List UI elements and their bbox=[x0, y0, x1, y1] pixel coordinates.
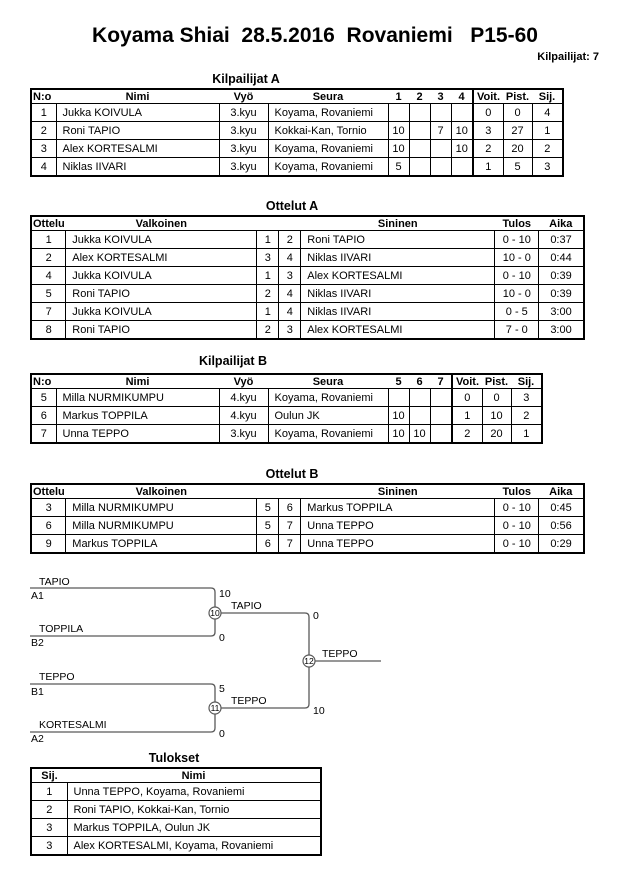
seed-label: B2 bbox=[31, 637, 44, 649]
table-cell: Niklas IIVARI bbox=[301, 285, 495, 303]
table-cell: Alex KORTESALMI bbox=[301, 321, 495, 340]
column-header: Sininen bbox=[301, 216, 495, 231]
competitors-count: Kilpailijat: 7 bbox=[537, 51, 599, 63]
table-cell: Koyama, Rovaniemi bbox=[268, 389, 388, 407]
table-cell: Alex KORTESALMI bbox=[66, 249, 257, 267]
table-cell bbox=[451, 158, 473, 177]
table-cell: 4 bbox=[31, 267, 66, 285]
column-header: Vyö bbox=[219, 89, 268, 104]
table-cell: 10 bbox=[388, 407, 409, 425]
table-cell: 7 - 0 bbox=[495, 321, 539, 340]
table-cell bbox=[451, 104, 473, 122]
table-cell: 0:29 bbox=[539, 535, 584, 554]
column-header: Pist. bbox=[503, 89, 532, 104]
data-table bbox=[30, 215, 585, 340]
table-cell: 4 bbox=[31, 158, 56, 177]
table-row bbox=[31, 837, 321, 856]
data-table bbox=[30, 373, 543, 444]
table-cell: Roni TAPIO bbox=[66, 321, 257, 340]
table-row bbox=[31, 303, 584, 321]
section-heading-kilpailijat-a: Kilpailijat A bbox=[212, 72, 280, 86]
table-row bbox=[31, 425, 542, 444]
table-cell: 3 bbox=[532, 158, 563, 177]
data-table bbox=[30, 483, 585, 554]
table-cell: 2 bbox=[473, 140, 503, 158]
table-cell bbox=[430, 389, 452, 407]
table-cell bbox=[388, 389, 409, 407]
column-header bbox=[279, 216, 301, 231]
table-cell bbox=[430, 158, 451, 177]
table-cell: 1 bbox=[31, 231, 66, 249]
table-cell bbox=[409, 122, 430, 140]
match-number: 11 bbox=[210, 703, 220, 713]
table-cell: Unna TEPPO bbox=[56, 425, 219, 444]
table-cell: Alex KORTESALMI bbox=[56, 140, 219, 158]
table-cell: Niklas IIVARI bbox=[301, 303, 495, 321]
table-cell: 3 bbox=[257, 249, 279, 267]
table-cell: 0:44 bbox=[539, 249, 584, 267]
column-header: 6 bbox=[409, 374, 430, 389]
ottelut-a-table bbox=[30, 215, 585, 340]
column-header: Seura bbox=[268, 374, 388, 389]
table-cell: 2 bbox=[31, 122, 56, 140]
table-cell: 3 bbox=[473, 122, 503, 140]
kilpailijat-a-table bbox=[30, 88, 564, 177]
entrant-name: KORTESALMI bbox=[39, 719, 107, 731]
table-cell: Roni TAPIO bbox=[66, 285, 257, 303]
winner-name: TEPPO bbox=[231, 695, 267, 707]
table-cell: 20 bbox=[482, 425, 511, 444]
table-row bbox=[31, 535, 584, 554]
table-cell: 27 bbox=[503, 122, 532, 140]
table-cell: 3.kyu bbox=[219, 158, 268, 177]
column-header: Voit. bbox=[452, 374, 482, 389]
column-header: Nimi bbox=[56, 374, 219, 389]
column-header: 2 bbox=[409, 89, 430, 104]
table-cell: 2 bbox=[257, 285, 279, 303]
table-cell: Markus TOPPILA bbox=[56, 407, 219, 425]
column-header: N:o bbox=[31, 374, 56, 389]
table-cell: 1 bbox=[473, 158, 503, 177]
table-cell: 0:56 bbox=[539, 517, 584, 535]
table-cell: 0 - 10 bbox=[495, 267, 539, 285]
table-cell: 2 bbox=[257, 321, 279, 340]
table-cell: 5 bbox=[257, 499, 279, 517]
bracket-line-sf1-top bbox=[30, 588, 215, 607]
column-header: Nimi bbox=[56, 89, 219, 104]
tulokset-table bbox=[30, 767, 322, 856]
table-cell: 1 bbox=[31, 104, 56, 122]
table-cell: 1 bbox=[257, 267, 279, 285]
bracket-line-sf1-winner bbox=[221, 613, 309, 655]
table-cell bbox=[388, 104, 409, 122]
table-cell: 2 bbox=[279, 231, 301, 249]
column-header: Sij. bbox=[31, 768, 67, 783]
table-cell: Kokkai-Kan, Tornio bbox=[268, 122, 388, 140]
column-header: Aika bbox=[539, 484, 584, 499]
table-row bbox=[31, 285, 584, 303]
kilpailijat-b-table bbox=[30, 373, 543, 444]
table-cell: 7 bbox=[31, 425, 56, 444]
table-cell: 1 bbox=[511, 425, 542, 444]
table-cell: Milla NURMIKUMPU bbox=[56, 389, 219, 407]
table-cell: 10 bbox=[409, 425, 430, 444]
table-cell: Niklas IIVARI bbox=[56, 158, 219, 177]
table-row bbox=[31, 407, 542, 425]
column-header bbox=[257, 216, 279, 231]
table-cell: 3 bbox=[279, 267, 301, 285]
table-cell: 0 - 10 bbox=[495, 535, 539, 554]
match-number: 10 bbox=[210, 608, 220, 618]
table-cell: 3.kyu bbox=[219, 104, 268, 122]
table-cell: 10 bbox=[388, 122, 409, 140]
table-cell: 1 bbox=[532, 122, 563, 140]
table-row bbox=[31, 819, 321, 837]
column-header: 7 bbox=[430, 374, 452, 389]
column-header: Nimi bbox=[67, 768, 321, 783]
table-cell: 4 bbox=[532, 104, 563, 122]
winner-name: TEPPO bbox=[322, 648, 358, 660]
table-cell: 10 bbox=[388, 140, 409, 158]
table-cell: Roni TAPIO, Kokkai-Kan, Tornio bbox=[67, 801, 321, 819]
column-header bbox=[279, 484, 301, 499]
table-cell: 0 - 10 bbox=[495, 517, 539, 535]
score-label: 0 bbox=[219, 632, 225, 644]
table-cell: 4 bbox=[279, 249, 301, 267]
table-cell: 0:45 bbox=[539, 499, 584, 517]
table-cell: Roni TAPIO bbox=[56, 122, 219, 140]
table-cell: 7 bbox=[279, 517, 301, 535]
table-row bbox=[31, 389, 542, 407]
column-header: Pist. bbox=[482, 374, 511, 389]
column-header: N:o bbox=[31, 89, 56, 104]
score-label: 0 bbox=[313, 610, 319, 622]
column-header: Valkoinen bbox=[66, 484, 257, 499]
table-cell: 1 bbox=[452, 407, 482, 425]
table-row bbox=[31, 267, 584, 285]
column-header: Valkoinen bbox=[66, 216, 257, 231]
column-header: Seura bbox=[268, 89, 388, 104]
column-header: 4 bbox=[451, 89, 473, 104]
column-header: Sij. bbox=[511, 374, 542, 389]
data-table bbox=[30, 767, 322, 856]
table-cell: Milla NURMIKUMPU bbox=[66, 499, 257, 517]
table-cell: 7 bbox=[279, 535, 301, 554]
column-header: Sij. bbox=[532, 89, 563, 104]
score-label: 0 bbox=[219, 728, 225, 740]
table-cell: Koyama, Rovaniemi bbox=[268, 158, 388, 177]
table-cell: Oulun JK bbox=[268, 407, 388, 425]
table-cell: 0:39 bbox=[539, 285, 584, 303]
header-row bbox=[31, 374, 542, 389]
table-cell bbox=[409, 407, 430, 425]
table-cell: 3 bbox=[31, 819, 67, 837]
table-cell: 6 bbox=[257, 535, 279, 554]
table-cell: 0:39 bbox=[539, 267, 584, 285]
column-header: Sininen bbox=[301, 484, 495, 499]
winner-name: TAPIO bbox=[231, 600, 262, 612]
table-cell: Milla NURMIKUMPU bbox=[66, 517, 257, 535]
score-label: 5 bbox=[219, 683, 225, 695]
section-heading-tulokset: Tulokset bbox=[148, 751, 200, 765]
table-row bbox=[31, 801, 321, 819]
table-row bbox=[31, 321, 584, 340]
table-cell: 3.kyu bbox=[219, 140, 268, 158]
table-cell: 2 bbox=[452, 425, 482, 444]
table-cell: Jukka KOIVULA bbox=[66, 267, 257, 285]
column-header: Ottelu bbox=[33, 217, 65, 230]
table-cell: 10 bbox=[451, 140, 473, 158]
entrant-name: TOPPILA bbox=[39, 623, 84, 635]
column-header bbox=[257, 484, 279, 499]
table-cell: 6 bbox=[279, 499, 301, 517]
table-cell: 0 bbox=[482, 389, 511, 407]
page-title: Koyama Shiai 28.5.2016 Rovaniemi P15-60 bbox=[92, 24, 538, 47]
table-cell: 7 bbox=[31, 303, 66, 321]
table-cell: 20 bbox=[503, 140, 532, 158]
entrant-name: TAPIO bbox=[39, 576, 70, 588]
table-cell: 10 - 0 bbox=[495, 249, 539, 267]
table-cell bbox=[430, 140, 451, 158]
table-cell: 10 bbox=[451, 122, 473, 140]
table-cell: 4.kyu bbox=[219, 407, 268, 425]
table-cell: 1 bbox=[257, 231, 279, 249]
table-cell: 0:37 bbox=[539, 231, 584, 249]
table-cell: Roni TAPIO bbox=[301, 231, 495, 249]
column-header: Tulos bbox=[495, 216, 539, 231]
table-cell: Jukka KOIVULA bbox=[66, 231, 257, 249]
table-cell: Koyama, Rovaniemi bbox=[268, 140, 388, 158]
table-cell: 0 bbox=[452, 389, 482, 407]
table-cell: Jukka KOIVULA bbox=[66, 303, 257, 321]
table-cell: 1 bbox=[31, 783, 67, 801]
table-row bbox=[31, 517, 584, 535]
bracket-line-sf2-top bbox=[30, 684, 215, 702]
column-header: 3 bbox=[430, 89, 451, 104]
table-cell: Markus TOPPILA, Oulun JK bbox=[67, 819, 321, 837]
table-cell: 3 bbox=[31, 140, 56, 158]
table-cell: 3 bbox=[31, 837, 67, 856]
table-cell bbox=[430, 104, 451, 122]
table-cell: 0 - 10 bbox=[495, 499, 539, 517]
header-row bbox=[31, 89, 563, 104]
table-cell bbox=[409, 158, 430, 177]
header-row bbox=[31, 216, 584, 231]
table-cell: 1 bbox=[257, 303, 279, 321]
section-heading-ottelut-a: Ottelut A bbox=[265, 199, 319, 213]
table-row bbox=[31, 158, 563, 177]
tournament-bracket bbox=[0, 565, 630, 755]
seed-label: A2 bbox=[31, 733, 44, 745]
table-cell: 9 bbox=[31, 535, 66, 554]
column-header: Aika bbox=[539, 216, 584, 231]
table-cell: 6 bbox=[31, 517, 66, 535]
seed-label: A1 bbox=[31, 590, 44, 602]
score-label: 10 bbox=[219, 588, 231, 600]
match-number: 12 bbox=[304, 656, 314, 666]
table-cell: 3 bbox=[31, 499, 66, 517]
table-row bbox=[31, 231, 584, 249]
table-cell: 5 bbox=[503, 158, 532, 177]
table-cell: 5 bbox=[31, 285, 66, 303]
table-cell: Unna TEPPO bbox=[301, 517, 495, 535]
table-cell: 3.kyu bbox=[219, 122, 268, 140]
table-cell: 3:00 bbox=[539, 303, 584, 321]
table-cell: 0 bbox=[503, 104, 532, 122]
table-cell: Markus TOPPILA bbox=[301, 499, 495, 517]
table-cell: Alex KORTESALMI, Koyama, Rovaniemi bbox=[67, 837, 321, 856]
table-cell bbox=[409, 140, 430, 158]
table-cell: 10 bbox=[482, 407, 511, 425]
table-cell: 8 bbox=[31, 321, 66, 340]
ottelut-b-table bbox=[30, 483, 585, 554]
table-cell bbox=[430, 407, 452, 425]
header-row bbox=[31, 768, 321, 783]
column-header: Tulos bbox=[495, 484, 539, 499]
table-row bbox=[31, 122, 563, 140]
table-cell: 10 - 0 bbox=[495, 285, 539, 303]
column-header: Vyö bbox=[219, 374, 268, 389]
section-heading-kilpailijat-b: Kilpailijat B bbox=[198, 354, 268, 368]
table-cell: Koyama, Rovaniemi bbox=[268, 425, 388, 444]
table-cell: 2 bbox=[532, 140, 563, 158]
table-cell bbox=[409, 389, 430, 407]
column-header: 5 bbox=[388, 374, 409, 389]
table-cell: 3 bbox=[511, 389, 542, 407]
table-cell: 0 - 10 bbox=[495, 231, 539, 249]
table-cell: 5 bbox=[257, 517, 279, 535]
section-heading-ottelut-b: Ottelut B bbox=[265, 467, 319, 481]
table-cell: 4 bbox=[279, 303, 301, 321]
seed-label: B1 bbox=[31, 686, 44, 698]
score-label: 10 bbox=[313, 705, 325, 717]
table-cell: 3.kyu bbox=[219, 425, 268, 444]
table-row bbox=[31, 140, 563, 158]
entrant-name: TEPPO bbox=[39, 671, 75, 683]
column-header: 1 bbox=[388, 89, 409, 104]
table-cell: 5 bbox=[31, 389, 56, 407]
table-cell: 4 bbox=[279, 285, 301, 303]
table-cell bbox=[430, 425, 452, 444]
table-row bbox=[31, 783, 321, 801]
table-cell: 2 bbox=[31, 801, 67, 819]
table-cell: 3:00 bbox=[539, 321, 584, 340]
data-table bbox=[30, 88, 564, 177]
table-row bbox=[31, 104, 563, 122]
column-header: Voit. bbox=[473, 89, 503, 104]
table-cell: 3 bbox=[279, 321, 301, 340]
table-cell: 4.kyu bbox=[219, 389, 268, 407]
table-cell: Jukka KOIVULA bbox=[56, 104, 219, 122]
table-cell: 2 bbox=[31, 249, 66, 267]
table-cell: Unna TEPPO bbox=[301, 535, 495, 554]
table-cell: 6 bbox=[31, 407, 56, 425]
table-cell: Alex KORTESALMI bbox=[301, 267, 495, 285]
header-row bbox=[31, 484, 584, 499]
table-cell: Markus TOPPILA bbox=[66, 535, 257, 554]
table-cell bbox=[409, 104, 430, 122]
table-cell: 0 - 5 bbox=[495, 303, 539, 321]
table-row bbox=[31, 499, 584, 517]
column-header: Ottelu bbox=[33, 485, 65, 498]
table-row bbox=[31, 249, 584, 267]
table-cell: Niklas IIVARI bbox=[301, 249, 495, 267]
table-cell: Koyama, Rovaniemi bbox=[268, 104, 388, 122]
table-cell: 5 bbox=[388, 158, 409, 177]
table-cell: 10 bbox=[388, 425, 409, 444]
table-cell: 0 bbox=[473, 104, 503, 122]
table-cell: 2 bbox=[511, 407, 542, 425]
table-cell: Unna TEPPO, Koyama, Rovaniemi bbox=[67, 783, 321, 801]
table-cell: 7 bbox=[430, 122, 451, 140]
